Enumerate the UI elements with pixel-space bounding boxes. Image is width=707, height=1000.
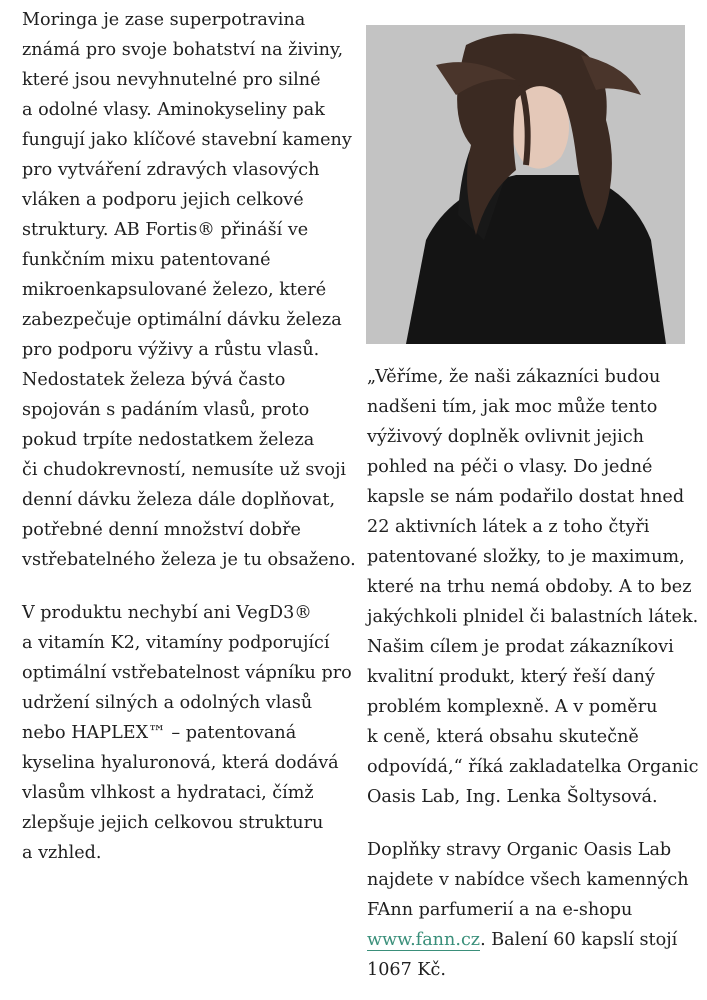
text-line: a vzhled. — [22, 843, 102, 863]
text-line: jakýchkoli plnidel či balastních látek. — [367, 607, 699, 627]
price-line: 1067 Kč. — [367, 960, 446, 980]
text-line: pro podporu výživy a růstu vlasů. — [22, 340, 320, 360]
paragraph-moringa — [22, 5, 356, 575]
quote-paragraph — [367, 362, 699, 812]
text-line: zabezpečuje optimální dávku železa — [22, 310, 342, 330]
text-line: problém komplexně. A v poměru — [367, 697, 658, 717]
portrait-photo — [366, 25, 685, 344]
shop-paragraph — [367, 835, 689, 985]
text-line: fungují jako klíčové stavební kameny — [22, 130, 352, 150]
text-line: a odolné vlasy. Aminokyseliny pak — [22, 100, 325, 120]
portrait-photo-icon — [366, 25, 685, 344]
text-line: známá pro svoje bohatství na živiny, — [22, 40, 344, 60]
text-line: k ceně, která obsahu skutečně — [367, 727, 639, 747]
text-line: odpovídá,“ říká zakladatelka Organic — [367, 757, 699, 777]
text-line: udržení silných a odolných vlasů — [22, 693, 313, 713]
text-line: vstřebatelného železa je tu obsaženo. — [22, 550, 356, 570]
text-line: spojován s padáním vlasů, proto — [22, 400, 310, 420]
text-line: optimální vstřebatelnost vápníku pro — [22, 663, 352, 683]
text-line: nadšeni tím, jak moc může tento — [367, 397, 658, 417]
text-line: Moringa je zase superpotravina — [22, 10, 306, 30]
text-line: vlasům vlhkost a hydrataci, čímž — [22, 783, 314, 803]
left-column — [22, 0, 356, 868]
text-line: kapsle se nám podařilo dostat hned — [367, 487, 685, 507]
text-line: patentované složky, to je maximum, — [367, 547, 685, 567]
text-line: FAnn parfumerií a na e-shopu — [367, 900, 633, 920]
text-line: pokud trpíte nedostatkem železa — [22, 430, 315, 450]
text-line: výživový doplněk ovlivnit jejich — [367, 427, 644, 447]
text-line: vláken a podporu jejich celkové — [22, 190, 304, 210]
text-line: nebo HAPLEX™ – patentovaná — [22, 723, 297, 743]
text-line: které na trhu nemá obdoby. A to bez — [367, 577, 692, 597]
text-line: Doplňky stravy Organic Oasis Lab — [367, 840, 672, 860]
text-line: či chudokrevností, nemusíte už svoji — [22, 460, 347, 480]
paragraph-vitamins — [22, 598, 352, 868]
text-line: denní dávku železa dále doplňovat, — [22, 490, 336, 510]
text-line: a vitamín K2, vitamíny podporující — [22, 633, 330, 653]
text-line: pro vytváření zdravých vlasových — [22, 160, 320, 180]
text-after-link: . Balení 60 kapslí stojí — [480, 930, 678, 950]
text-line: „Věříme, že naši zákazníci budou — [367, 367, 661, 387]
text-line: kyselina hyaluronová, která dodává — [22, 753, 339, 773]
text-line: mikroenkapsulované železo, které — [22, 280, 327, 300]
text-line: V produktu nechybí ani VegD3® — [22, 603, 312, 623]
text-line: 22 aktivních látek a z toho čtyři — [367, 517, 650, 537]
text-line: struktury. AB Fortis® přináší ve — [22, 220, 309, 240]
text-line: Našim cílem je prodat zákazníkovi — [367, 637, 674, 657]
text-line: funkčním mixu patentované — [22, 250, 271, 270]
text-line: zlepšuje jejich celkovou strukturu — [22, 813, 324, 833]
text-line: najdete v nabídce všech kamenných — [367, 870, 689, 890]
text-line: Oasis Lab, Ing. Lenka Šoltysová. — [367, 787, 658, 807]
text-line: pohled na péči o vlasy. Do jedné — [367, 457, 653, 477]
shop-link[interactable]: www.fann.cz — [367, 930, 481, 950]
text-line: kvalitní produkt, který řeší daný — [367, 667, 655, 687]
text-line: potřebné denní množství dobře — [22, 520, 301, 540]
text-line-with-link — [367, 925, 689, 955]
text-line: které jsou nevyhnutelné pro silné — [22, 70, 321, 90]
text-line: Nedostatek železa bývá často — [22, 370, 286, 390]
